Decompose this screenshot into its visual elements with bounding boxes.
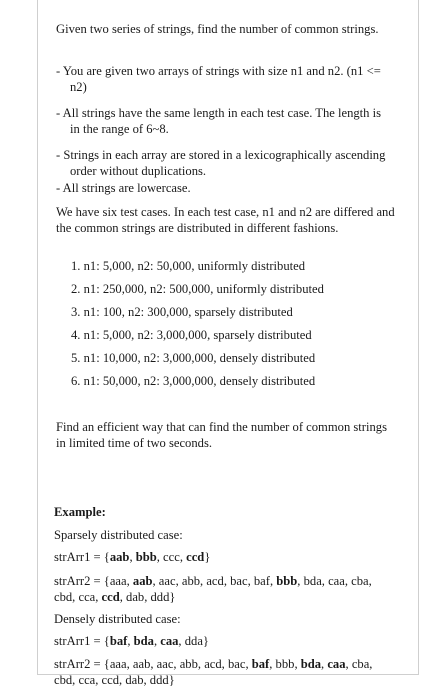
dense-strarr1: strArr1 = {baf, bda, caa, dda} [54,634,209,648]
bullet-lowercase: - All strings are lowercase. [56,181,191,195]
example-heading: Example: [54,505,106,519]
test-case-2: 2. n1: 250,000, n2: 500,000, uniformly distributed [71,282,324,296]
intro-paragraph: Given two series of strings, find the number of common strings. [56,22,379,36]
test-case-5: 5. n1: 10,000, n2: 3,000,000, densely distributed [71,351,316,365]
bullet-array-sizes: - You are given two arrays of strings with size n1 and n2. (n1 <= n2) [56,64,381,94]
test-case-6: 6. n1: 50,000, n2: 3,000,000, densely distributed [71,374,316,388]
task-paragraph: Find an efficient way that can find the number of common strings in limited time of two seconds. [56,420,387,450]
bullet-sorted-order: - Strings in each array are stored in a lexicographically ascending order without duplications. [56,148,386,178]
dense-strarr2: strArr2 = {aaa, aab, aac, abb, acd, bac, baf, bbb, bda, caa, cba, cbd, cca, ccd, dab, ddd} [54,657,373,687]
sparse-strarr1: strArr1 = {aab, bbb, ccc, ccd} [54,550,211,564]
bullet-string-length: - All strings have the same length in each test case. The length is in the range of 6~8. [56,106,382,136]
test-case-3: 3. n1: 100, n2: 300,000, sparsely distributed [71,305,293,319]
test-case-4: 4. n1: 5,000, n2: 3,000,000, sparsely distributed [71,328,312,342]
test-cases-intro: We have six test cases. In each test case, n1 and n2 are differed and the common strings are distributed in different fashions. [56,205,395,235]
sparse-case-label: Sparsely distributed case: [54,528,183,542]
sparse-strarr2: strArr2 = {aaa, aab, aac, abb, acd, bac, baf, bbb, bda, caa, cba, cbd, cca, ccd, dab, ddd} [54,574,372,604]
test-case-1: 1. n1: 5,000, n2: 50,000, uniformly distributed [71,259,306,273]
dense-case-label: Densely distributed case: [54,612,181,626]
